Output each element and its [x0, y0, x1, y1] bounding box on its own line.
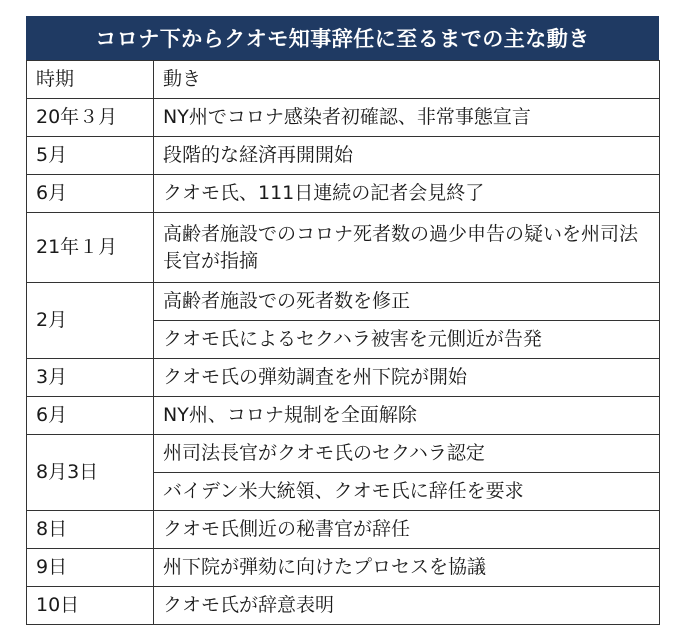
table-row — [27, 511, 660, 549]
period-cell: 21年１月 — [27, 213, 154, 283]
period-cell: 5月 — [27, 137, 154, 175]
period-cell: 6月 — [27, 397, 154, 435]
event-cell: クオモ氏の弾劾調査を州下院が開始 — [154, 359, 660, 397]
table-row — [27, 283, 660, 321]
table-row — [27, 359, 660, 397]
period-cell: 3月 — [27, 359, 154, 397]
period-cell: 6月 — [27, 175, 154, 213]
header-period: 時期 — [27, 61, 154, 99]
event-cell: クオモ氏によるセクハラ被害を元側近が告発 — [154, 321, 660, 359]
event-cell: バイデン米大統領、クオモ氏に辞任を要求 — [154, 473, 660, 511]
period-cell: 2月 — [27, 283, 154, 359]
timeline-table-body — [27, 61, 660, 625]
table-row — [27, 99, 660, 137]
timeline-table — [26, 60, 660, 625]
table-row — [27, 213, 660, 283]
period-cell: 10日 — [27, 587, 154, 625]
table-row — [27, 435, 660, 473]
period-cell: 20年３月 — [27, 99, 154, 137]
period-cell: 8月3日 — [27, 435, 154, 511]
header-event: 動き — [154, 61, 660, 99]
table-row — [27, 587, 660, 625]
table-row — [27, 175, 660, 213]
table-row — [27, 549, 660, 587]
event-cell: 高齢者施設でのコロナ死者数の過少申告の疑いを州司法長官が指摘 — [154, 213, 660, 283]
period-cell: 9日 — [27, 549, 154, 587]
figure-title: コロナ下からクオモ知事辞任に至るまでの主な動き — [26, 16, 659, 60]
event-cell: 高齢者施設での死者数を修正 — [154, 283, 660, 321]
table-header-row — [27, 61, 660, 99]
event-cell: NY州でコロナ感染者初確認、非常事態宣言 — [154, 99, 660, 137]
event-cell: 段階的な経済再開開始 — [154, 137, 660, 175]
event-cell: クオモ氏側近の秘書官が辞任 — [154, 511, 660, 549]
period-cell: 8日 — [27, 511, 154, 549]
event-cell: クオモ氏が辞意表明 — [154, 587, 660, 625]
table-row — [27, 137, 660, 175]
table-row — [27, 397, 660, 435]
event-cell: NY州、コロナ規制を全面解除 — [154, 397, 660, 435]
event-cell: クオモ氏、111日連続の記者会見終了 — [154, 175, 660, 213]
timeline-figure — [26, 16, 659, 625]
event-cell: 州下院が弾劾に向けたプロセスを協議 — [154, 549, 660, 587]
event-cell: 州司法長官がクオモ氏のセクハラ認定 — [154, 435, 660, 473]
